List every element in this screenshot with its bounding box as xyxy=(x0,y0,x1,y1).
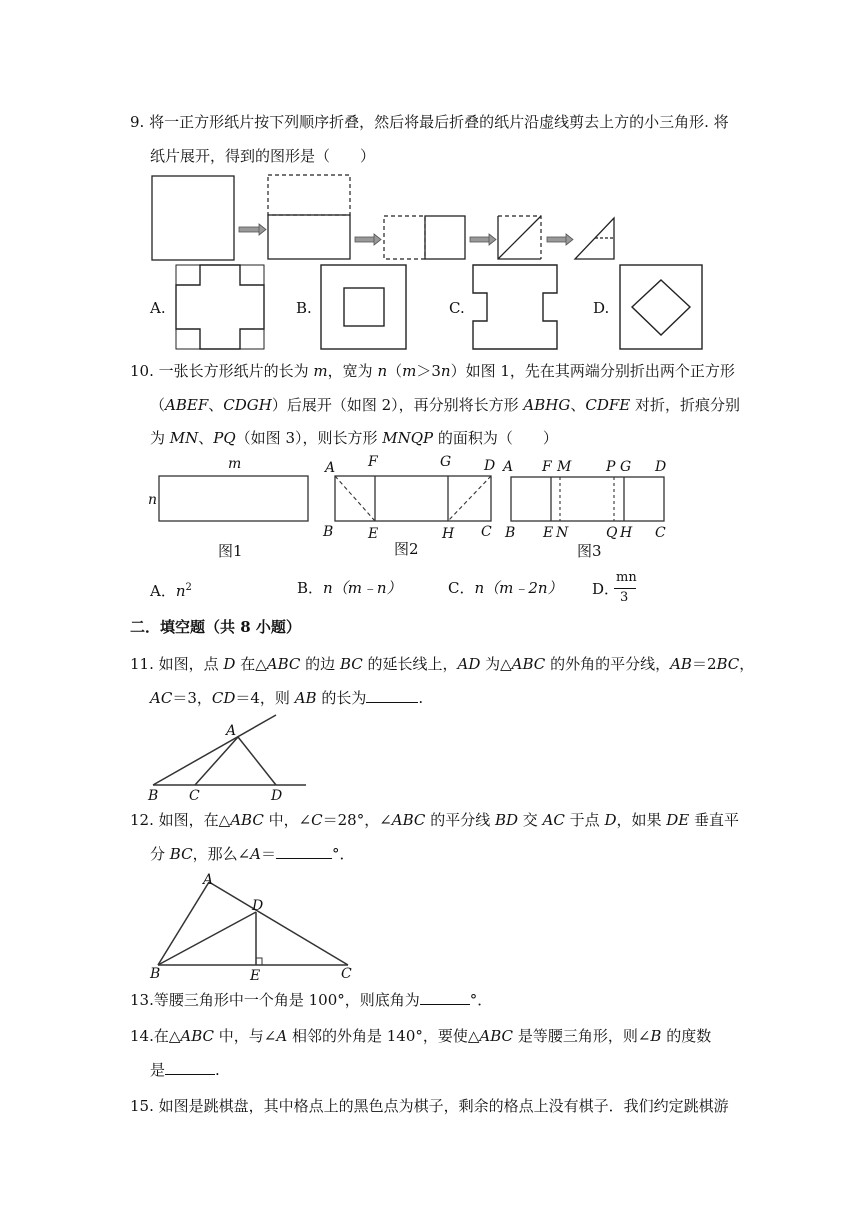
q10-var: n xyxy=(440,362,451,380)
q10-text: 对折，折痕分别 xyxy=(630,396,741,414)
q12-text: °． xyxy=(332,845,355,863)
q14-line1 xyxy=(130,1026,711,1046)
q10-option-b-text: n（m﹣n） xyxy=(323,579,402,597)
q11-var: BC xyxy=(716,655,740,673)
q14-answer-blank[interactable] xyxy=(165,1060,215,1075)
q9-option-d[interactable]: D. xyxy=(593,299,610,317)
q10-fig3-label-g: G xyxy=(620,459,632,475)
q11-var: D xyxy=(223,655,236,673)
q10-fig3-caption: 图3 xyxy=(577,542,602,560)
q11-var: ABC xyxy=(266,655,301,673)
q12-var: AC xyxy=(542,811,565,829)
q11-label-c: C xyxy=(189,788,200,804)
q11-var: AC xyxy=(150,689,173,707)
q14-text: . xyxy=(215,1061,220,1079)
q9-option-c[interactable]: C. xyxy=(449,299,465,317)
q10-option-a-base: n xyxy=(175,582,186,600)
q9-option-a[interactable]: A. xyxy=(150,299,166,317)
q12-var: C xyxy=(311,811,323,829)
q10-var: ABHG xyxy=(523,396,571,414)
q10-text: 、 xyxy=(570,396,586,414)
q10-text: ）如图 1，先在其两端分别折出两个正方形 xyxy=(450,362,735,380)
q11-var: ABC xyxy=(511,655,546,673)
q12-text: 垂直平 xyxy=(689,811,740,829)
q10-text: ＞3 xyxy=(416,362,441,380)
q10-option-d-numerator: mn xyxy=(616,570,637,585)
q10-text: （如图 3），则长方形 xyxy=(235,429,383,447)
q11-var: AB xyxy=(294,689,317,707)
q10-fig2-label-e: E xyxy=(368,526,379,542)
q14-var: ABC xyxy=(180,1027,215,1045)
q10-fig3-label-b: B xyxy=(505,525,516,541)
q9-text-1: 将一正方形纸片按下列顺序折叠，然后将最后折叠的纸片沿虚线剪去上方的小三角形. 将 xyxy=(149,113,729,131)
q11-text: ， xyxy=(739,655,755,673)
q12-var: A xyxy=(250,845,261,863)
q10-fig2-label-d: D xyxy=(484,458,496,474)
q9-text-2: 纸片展开，得到的图形是（ ） xyxy=(150,147,376,165)
q11-number: 11. xyxy=(130,655,154,673)
q12-var: BD xyxy=(494,811,519,829)
q10-option-c-label: C． xyxy=(448,579,475,597)
q11-text: 的外角的平分线， xyxy=(545,655,671,673)
q10-fig2-caption: 图2 xyxy=(394,540,419,558)
q14-line2 xyxy=(150,1060,220,1080)
q12-label-d: D xyxy=(252,898,264,914)
q12-var: BC xyxy=(169,845,193,863)
q9-number: 9. xyxy=(130,113,145,131)
q10-option-d-label: D． xyxy=(592,580,620,598)
q10-option-a-exponent: 2 xyxy=(185,582,192,593)
q11-text: 的长为 xyxy=(316,689,367,707)
q10-fig3-label-q: Q xyxy=(606,525,618,541)
q10-text: 的面积为（ ） xyxy=(433,429,558,447)
q10-fig2-label-c: C xyxy=(481,524,492,540)
q14-text: 中，与∠ xyxy=(214,1027,277,1045)
q10-fig3-label-h: H xyxy=(620,525,633,541)
q14-var: ABC xyxy=(479,1027,514,1045)
q12-text: 如图，在△ xyxy=(158,811,231,829)
q10-fig3-label-a: A xyxy=(503,459,514,475)
q12-var: ABC xyxy=(230,811,264,829)
q10-text: 、 xyxy=(208,396,224,414)
q11-label-d: D xyxy=(271,788,283,804)
q10-fig1-label-n: n xyxy=(148,492,158,508)
q12-label-c: C xyxy=(341,966,352,982)
q10-fig2-label-f: F xyxy=(368,454,378,470)
q14-text: 相邻的外角是 140°，要使△ xyxy=(287,1027,480,1045)
q10-fig3-label-d: D xyxy=(655,459,667,475)
q10-fig3-label-m: M xyxy=(557,459,572,475)
q12-label-b: B xyxy=(150,966,161,982)
q11-text: 为△ xyxy=(480,655,512,673)
q10-var: PQ xyxy=(213,429,236,447)
q10-fig2-label-b: B xyxy=(323,524,334,540)
q12-text: 中，∠ xyxy=(263,811,312,829)
q11-var: AB xyxy=(670,655,692,673)
q14-number: 14. xyxy=(130,1027,154,1045)
q11-var: BC xyxy=(339,655,363,673)
q11-label-a: A xyxy=(226,723,237,739)
q13-number: 13. xyxy=(130,991,154,1009)
q11-label-b: B xyxy=(148,788,159,804)
q10-fig3-label-f: F xyxy=(542,459,552,475)
q10-fig2-label-a: A xyxy=(325,460,336,476)
q11-text: 如图，点 xyxy=(158,655,224,673)
q10-fig1-label-m: m xyxy=(228,456,242,472)
q11-text: 的边 xyxy=(300,655,340,673)
q10-fig3-label-n: N xyxy=(556,525,569,541)
q10-text: ）后展开（如图 2），再分别将长方形 xyxy=(271,396,524,414)
q10-fig3-label-p: P xyxy=(606,459,616,475)
q10-var: CDGH xyxy=(223,396,272,414)
q12-number: 12. xyxy=(130,811,154,829)
q12-text: 的平分线 xyxy=(425,811,495,829)
q12-text: ＝28°，∠ xyxy=(322,811,392,829)
q10-fig1-caption: 图1 xyxy=(218,542,243,560)
q11-text: ＝2 xyxy=(691,655,717,673)
q12-var: D xyxy=(604,811,617,829)
q11-var: CD xyxy=(211,689,236,707)
q12-text: 交 xyxy=(518,811,543,829)
q10-var: MNQP xyxy=(382,429,434,447)
q13-line xyxy=(130,990,492,1010)
q15-line xyxy=(130,1096,729,1116)
q10-var: ABEF xyxy=(165,396,209,414)
q13-tail: °． xyxy=(469,991,493,1009)
q9-option-b[interactable]: B. xyxy=(296,299,312,317)
q12-text: 分 xyxy=(150,845,170,863)
q10-fig3-label-e: E xyxy=(543,525,554,541)
q10-var: m xyxy=(313,362,328,380)
q14-text: 是等腰三角形，则∠ xyxy=(513,1027,651,1045)
q11-var: AD xyxy=(457,655,481,673)
q10-var: m xyxy=(402,362,417,380)
q10-text: （ xyxy=(387,362,403,380)
q10-option-b-label: B． xyxy=(297,579,324,597)
q14-var: A xyxy=(276,1027,288,1045)
q10-number: 10. xyxy=(130,362,154,380)
section-title: 二．填空题（共 8 小题） xyxy=(130,618,301,636)
q14-var: B xyxy=(650,1027,662,1045)
q10-var: MN xyxy=(169,429,199,447)
q12-var: DE xyxy=(666,811,690,829)
q12-label-a: A xyxy=(203,872,214,888)
q11-text: ＝4，则 xyxy=(235,689,295,707)
q10-text: （ xyxy=(150,396,166,414)
q11-text: . xyxy=(418,689,424,707)
q11-text: ＝3， xyxy=(172,689,212,707)
q10-option-a-label: A． xyxy=(150,582,176,600)
q12-text: ，那么∠ xyxy=(192,845,251,863)
q14-text: 在△ xyxy=(153,1027,181,1045)
q13-answer-blank[interactable] xyxy=(420,990,470,1005)
q13-text: 等腰三角形中一个角是 100°，则底角为 xyxy=(153,991,420,1009)
q12-text: ＝ xyxy=(260,845,276,863)
q11-text: 的延长线上， xyxy=(362,655,458,673)
q10-text: 、 xyxy=(198,429,214,447)
q12-label-e: E xyxy=(250,968,261,984)
q10-option-c-text: n（m﹣2n） xyxy=(474,579,563,597)
q10-var: n xyxy=(377,362,388,380)
q14-text: 是 xyxy=(150,1061,166,1079)
q10-text: ，宽为 xyxy=(327,362,378,380)
q12-text: 于点 xyxy=(564,811,605,829)
q12-text: ，如果 xyxy=(616,811,667,829)
q10-option-d-denominator: 3 xyxy=(620,590,629,605)
q15-text: 如图是跳棋盘，其中格点上的黑色点为棋子，剩余的格点上没有棋子．我们约定跳棋游 xyxy=(158,1097,729,1115)
q15-number: 15. xyxy=(130,1097,154,1115)
q10-var: CDFE xyxy=(585,396,631,414)
q10-text: 为 xyxy=(150,429,170,447)
q12-var: ABC xyxy=(391,811,426,829)
q11-text: 在△ xyxy=(235,655,267,673)
q14-text: 的度数 xyxy=(661,1027,712,1045)
q10-text: 一张长方形纸片的长为 xyxy=(158,362,314,380)
q10-fig2-label-g: G xyxy=(440,454,452,470)
q10-fig2-label-h: H xyxy=(442,526,455,542)
q10-fig3-label-c: C xyxy=(655,525,666,541)
